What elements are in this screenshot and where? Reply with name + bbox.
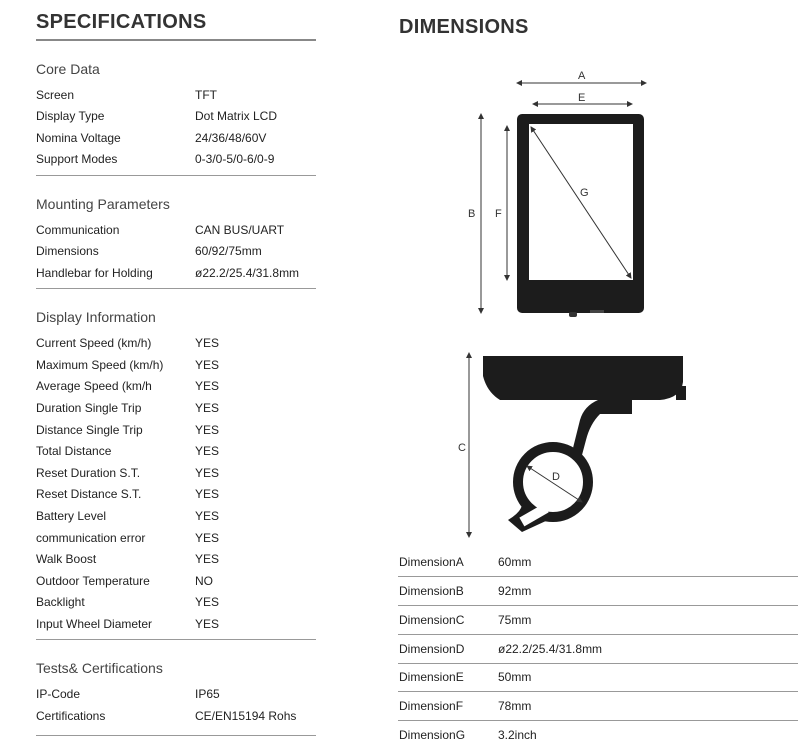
spec-value: NO <box>195 574 213 588</box>
spec-value: TFT <box>195 88 217 102</box>
dimension-f-marker: F <box>495 208 502 220</box>
spec-label: Certifications <box>36 709 106 723</box>
dimension-g-marker: G <box>580 187 589 199</box>
dimension-value: 50mm <box>498 670 532 684</box>
spec-value: YES <box>195 595 220 609</box>
dimension-row <box>398 721 798 750</box>
spec-label: communication error <box>36 531 146 545</box>
spec-label: Distance Single Trip <box>36 423 143 437</box>
spec-label: Screen <box>36 88 75 102</box>
spec-label: Duration Single Trip <box>36 401 142 415</box>
spec-label: Reset Duration S.T. <box>36 466 141 480</box>
dimension-value: 92mm <box>498 584 532 598</box>
dimension-label: DimensionD <box>399 642 465 656</box>
spec-label: Dimensions <box>36 244 99 258</box>
dimension-label: DimensionB <box>399 584 464 598</box>
dimension-row <box>398 635 798 664</box>
spec-value: YES <box>195 531 220 545</box>
spec-value: 60/92/75mm <box>195 244 262 258</box>
spec-label: Nomina Voltage <box>36 131 121 145</box>
spec-label: Total Distance <box>36 444 112 458</box>
dimension-value: 60mm <box>498 555 532 569</box>
spec-value: CAN BUS/UART <box>195 223 285 237</box>
dimension-a-marker: A <box>578 70 586 82</box>
dimension-d-marker: D <box>552 471 560 483</box>
spec-value: YES <box>195 358 220 372</box>
section-title-core-data: Core Data <box>36 61 100 77</box>
dimension-row <box>398 663 798 692</box>
spec-value: YES <box>195 509 220 523</box>
dimension-label: DimensionA <box>399 555 464 569</box>
spec-label: Walk Boost <box>36 552 97 566</box>
dimension-value: 78mm <box>498 699 532 713</box>
dimension-c-marker: C <box>458 442 466 454</box>
spec-value: YES <box>195 379 220 393</box>
dimension-e-marker: E <box>578 92 586 104</box>
spec-label: Handlebar for Holding <box>36 266 153 280</box>
dimension-value: 75mm <box>498 613 532 627</box>
spec-label: Reset Distance S.T. <box>36 487 142 501</box>
spec-label: Input Wheel Diameter <box>36 617 153 631</box>
dimension-value: 3.2inch <box>498 728 537 742</box>
spec-label: IP-Code <box>36 687 81 701</box>
spec-label: Average Speed (km/h <box>36 379 152 393</box>
display-side-view <box>483 356 686 532</box>
spec-label: Battery Level <box>36 509 107 523</box>
spec-value: YES <box>195 401 220 415</box>
section-title-mounting-parameters: Mounting Parameters <box>36 196 170 212</box>
spec-label: Current Speed (km/h) <box>36 336 152 350</box>
dimension-row <box>398 577 798 606</box>
dimensions-title: DIMENSIONS <box>399 16 529 38</box>
dimension-label: DimensionG <box>399 728 466 742</box>
spec-label: Display Type <box>36 109 105 123</box>
spec-value: YES <box>195 423 220 437</box>
spec-value: YES <box>195 466 220 480</box>
section-title-tests-certifications: Tests& Certifications <box>36 660 163 676</box>
display-front-view <box>517 114 644 317</box>
spec-label: Outdoor Temperature <box>36 574 150 588</box>
spec-value: YES <box>195 487 220 501</box>
dimension-label: DimensionC <box>399 613 465 627</box>
spec-value: YES <box>195 336 220 350</box>
spec-value: ø22.2/25.4/31.8mm <box>195 266 300 280</box>
dimension-row <box>398 548 798 577</box>
spec-value: YES <box>195 552 220 566</box>
dimension-b-marker: B <box>468 208 476 220</box>
spec-label: Support Modes <box>36 152 118 166</box>
spec-value: YES <box>195 444 220 458</box>
spec-label: Backlight <box>36 595 85 609</box>
spec-value: YES <box>195 617 220 631</box>
spec-value: IP65 <box>195 687 220 701</box>
specifications-title: SPECIFICATIONS <box>36 11 207 33</box>
dimension-row <box>398 692 798 721</box>
section-title-display-information: Display Information <box>36 309 156 325</box>
dimension-label: DimensionF <box>399 699 464 713</box>
dimension-row <box>398 606 798 635</box>
spec-value: 0-3/0-5/0-6/0-9 <box>195 152 275 166</box>
spec-label: Maximum Speed (km/h) <box>36 358 164 372</box>
spec-value: Dot Matrix LCD <box>195 109 278 123</box>
spec-value: CE/EN15194 Rohs <box>195 709 297 723</box>
dimension-label: DimensionE <box>399 670 464 684</box>
spec-value: 24/36/48/60V <box>195 131 267 145</box>
dimension-value: ø22.2/25.4/31.8mm <box>498 642 603 656</box>
spec-label: Communication <box>36 223 120 237</box>
